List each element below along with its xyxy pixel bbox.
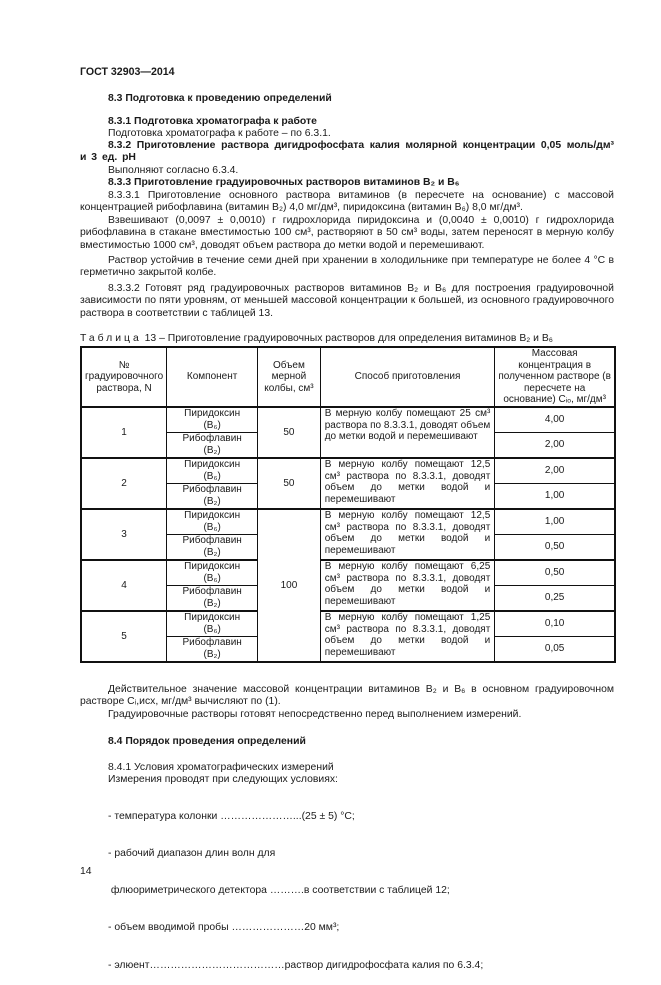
subsection-8-4-1: 8.4.1 Условия хроматографических измерений: [108, 762, 334, 773]
condition-item: - температура колонки …………………...(25 ± 5) °С;: [108, 810, 355, 822]
cell-concentration: 0,25: [495, 585, 615, 611]
component-name: Рибофлавин: [182, 586, 242, 598]
cell-method: В мерную колбу помещают 12,5 см³ раствора по 8.3.3.1, доводят объем до метки водой и перемешивают: [320, 509, 495, 560]
component-vitamin: (B₂): [203, 444, 221, 456]
section-heading-8-3: 8.3 Подготовка к проведению определений: [108, 93, 332, 104]
section-heading-8-3-1: 8.3.1 Подготовка хроматографа к работе: [108, 116, 317, 127]
cell-method: В мерную колбу помещают 1,25 см³ раствора по 8.3.3.1, доводят объем до метки водой и перемешивают: [320, 611, 495, 662]
cell-concentration: 0,05: [495, 636, 615, 662]
table-row: [81, 509, 615, 535]
condition-item: - рабочий диапазон длин волн для: [108, 848, 276, 860]
calibration-table: [80, 346, 616, 663]
cell-flask-volume: 100: [258, 509, 321, 662]
column-header-number: № градуировочного раствора, N: [81, 347, 167, 407]
cell-solution-number: 4: [81, 560, 167, 611]
paragraph: Выполняют согласно 6.3.4.: [108, 165, 239, 176]
cell-concentration: 2,00: [495, 432, 615, 458]
cell-concentration: 4,00: [495, 407, 615, 433]
column-header-volume: Объем мерной колбы, см³: [258, 347, 321, 407]
cell-component: [167, 534, 258, 560]
column-header-component: Компонент: [167, 347, 258, 407]
cell-concentration: 1,00: [495, 509, 615, 535]
cell-method: В мерную колбу помещают 12,5 см³ раствора по 8.3.3.1, доводят объем до метки водой и перемешивают: [320, 458, 495, 509]
condition-item: флюориметрического детектора ……….в соответствии с таблицей 12;: [108, 885, 450, 897]
cell-solution-number: 3: [81, 509, 167, 560]
condition-item: - элюент…………………………………раствор дигидрофосфата калия по 6.3.4;: [108, 959, 484, 971]
table-header-row: [81, 347, 615, 407]
table-caption-text: 13 – Приготовление градуировочных растворов для определения витаминов B₂ и B₆: [141, 333, 553, 344]
component-name: Рибофлавин: [182, 637, 242, 649]
cell-component: [167, 636, 258, 662]
cell-solution-number: 1: [81, 407, 167, 458]
page-number: 14: [80, 866, 92, 877]
table-caption: [80, 333, 640, 345]
cell-component: [167, 509, 258, 535]
component-vitamin: (B₂): [203, 597, 221, 609]
component-name: Пиридоксин: [184, 612, 241, 624]
cell-concentration: 2,00: [495, 458, 615, 484]
cell-method: В мерную колбу помещают 6,25 см³ раствора по 8.3.3.1, доводят объем до метки водой и перемешивают: [320, 560, 495, 611]
column-header-method: Способ приготовления: [320, 347, 495, 407]
cell-component: [167, 585, 258, 611]
component-name: Пиридоксин: [184, 459, 241, 471]
paragraph-weigh: Взвешивают (0,0097 ± 0,0010) г гидрохлорида пиридоксина и (0,0040 ± 0,0010) г гидрохлорида рибофлавина в стакане вместимостью 100 см³, растворяют в 50 см³ воды, затем переносят в мерную колбу вместимостью 1000 см³, доводят объем раствора до метки водой и перемешивают.: [80, 215, 614, 251]
cell-concentration: 0,50: [495, 560, 615, 586]
cell-solution-number: 5: [81, 611, 167, 662]
cell-component: [167, 611, 258, 637]
section-heading-8-4: 8.4 Порядок проведения определений: [108, 736, 306, 747]
component-name: Рибофлавин: [182, 535, 242, 547]
cell-solution-number: 2: [81, 458, 167, 509]
cell-concentration: 1,00: [495, 483, 615, 509]
component-vitamin: (B₆): [203, 470, 221, 482]
paragraph-8-3-3-2: 8.3.3.2 Готовят ряд градуировочных растворов витаминов B₂ и B₆ для построения градуировочной зависимости по пяти уровням, от меньшей массовой концентрации к большей, из основного градуировочного раствора в соответствии с таблицей 13.: [80, 283, 614, 319]
table-caption-prefix: Таблица: [80, 333, 142, 344]
paragraph-prepare: Градуировочные растворы готовят непосредственно перед выполнением измерений.: [108, 709, 522, 720]
component-vitamin: (B₆): [203, 419, 221, 431]
cell-component: [167, 407, 258, 433]
component-name: Рибофлавин: [182, 433, 242, 445]
paragraph-8-3-3-1: 8.3.3.1 Приготовление основного раствора витаминов (в пересчете на основание) с массовой концентрацией рибофлавина (витамин B₂) 4,0 мг/дм³, пиридоксина (витамин B₆) 8,0 мг/дм³.: [80, 190, 614, 214]
conditions-intro: Измерения проводят при следующих условиях:: [108, 774, 338, 785]
component-vitamin: (B₆): [203, 521, 221, 533]
cell-component: [167, 432, 258, 458]
document-code: ГОСТ 32903—2014: [80, 66, 175, 78]
section-heading-8-3-3: 8.3.3 Приготовление градуировочных растворов витаминов B₂ и B₆: [108, 177, 460, 188]
component-name: Пиридоксин: [184, 408, 241, 420]
paragraph-stability: Раствор устойчив в течение семи дней при хранении в холодильнике при температуре не более 4 °С в герметично закрытой колбе.: [80, 255, 614, 279]
component-name: Рибофлавин: [182, 484, 242, 496]
component-vitamin: (B₆): [203, 623, 221, 635]
component-vitamin: (B₂): [203, 546, 221, 558]
column-header-concentration: Массовая концентрация в полученном растворе (в пересчете на основание) Cᵢₒ, мг/дм³: [495, 347, 615, 407]
condition-item: - объем вводимой пробы …………………20 мм³;: [108, 922, 340, 934]
cell-flask-volume: 50: [258, 458, 321, 509]
table-row: [81, 407, 615, 433]
table-row: [81, 458, 615, 484]
table-row: [81, 560, 615, 586]
cell-concentration: 0,50: [495, 534, 615, 560]
component-vitamin: (B₂): [203, 648, 221, 660]
component-name: Пиридоксин: [184, 510, 241, 522]
component-name: Пиридоксин: [184, 561, 241, 573]
cell-component: [167, 458, 258, 484]
component-vitamin: (B₂): [203, 495, 221, 507]
cell-component: [167, 483, 258, 509]
conditions-list: [80, 786, 614, 985]
paragraph-actual-value: Действительное значение массовой концентрации витаминов B₂ и B₆ в основном градуировочном растворе Cᵢ,исх, мг/дм³ вычисляют по (1).: [80, 684, 614, 708]
cell-component: [167, 560, 258, 586]
component-vitamin: (B₆): [203, 572, 221, 584]
paragraph: Подготовка хроматографа к работе – по 6.3.1.: [108, 128, 331, 139]
section-heading-8-3-2: 8.3.2 Приготовление раствора дигидрофосфата калия молярной концентрации 0,05 моль/дм³ и 3 ед. pH: [80, 140, 614, 164]
cell-flask-volume: 50: [258, 407, 321, 458]
table-row: [81, 611, 615, 637]
cell-concentration: 0,10: [495, 611, 615, 637]
cell-method: В мерную колбу помещают 25 см³ раствора по 8.3.3.1, доводят объем до метки водой и перемешивают: [320, 407, 495, 458]
